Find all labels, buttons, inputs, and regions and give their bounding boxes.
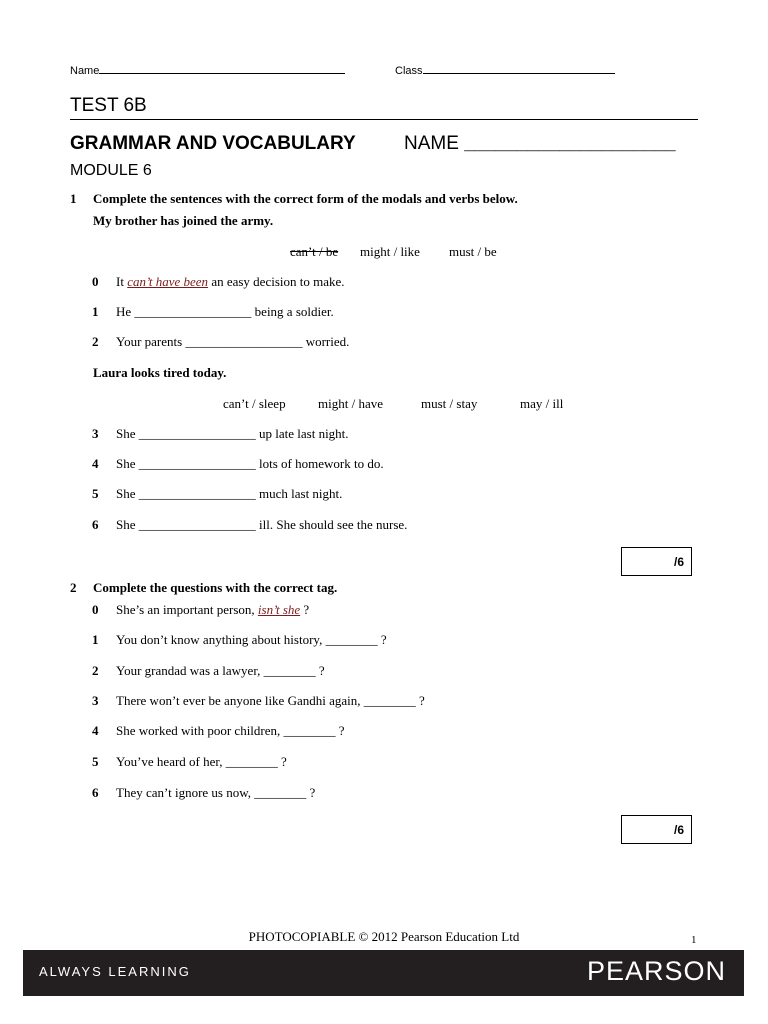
answer-blank[interactable]: __________________ (134, 304, 252, 319)
item-number: 0 (92, 602, 99, 617)
example-sentence (116, 274, 345, 290)
sentence-start: They can’t ignore us now, (116, 785, 255, 800)
sentence-end: ? (306, 785, 316, 800)
question-sentence (116, 304, 334, 320)
question-sentence (116, 426, 349, 442)
answer-blank[interactable]: __________________ (185, 334, 303, 349)
answer-blank[interactable]: __________________ (138, 456, 256, 471)
example-sentence (116, 602, 309, 618)
question-sentence (116, 663, 325, 679)
sentence-start: You don’t know anything about history, (116, 632, 326, 647)
question-sentence (116, 486, 342, 502)
question-sentence (116, 693, 425, 709)
title-rule (70, 119, 698, 120)
answer-blank[interactable]: ________ (225, 754, 278, 769)
section-name-row (404, 133, 676, 155)
word-option: can’t / sleep (223, 396, 286, 411)
exercise2-instruction: Complete the questions with the correct tag. (93, 580, 338, 595)
item-number: 5 (92, 486, 99, 501)
exercise1-context-1: My brother has joined the army. (93, 213, 274, 228)
module-title: MODULE 6 (70, 162, 152, 179)
sentence-end: lots of homework to do. (255, 456, 384, 471)
word-option: can’t / be (290, 244, 339, 259)
sentence-end: ? (415, 693, 425, 708)
sentence-end: up late last night. (255, 426, 349, 441)
answer-blank[interactable]: ________ (254, 785, 307, 800)
question-sentence (116, 517, 407, 533)
sentence-end: ? (377, 632, 387, 647)
copyright-notice: PHOTOCOPIABLE © 2012 Pearson Education Ltd (248, 929, 520, 944)
answer-blank[interactable]: ________ (283, 723, 336, 738)
sentence-start: He (116, 304, 135, 319)
question-sentence (116, 456, 384, 472)
item-number: 5 (92, 754, 99, 769)
score-box[interactable]: /6 (621, 815, 692, 844)
exercise1-number: 1 (70, 191, 77, 206)
class-label: Class (395, 65, 423, 77)
exercise2-number: 2 (70, 580, 77, 595)
class-line[interactable] (423, 62, 615, 74)
item-number: 1 (92, 632, 99, 647)
score-box[interactable]: /6 (621, 547, 692, 576)
question-sentence (116, 785, 315, 801)
sentence-end: ill. She should see the nurse. (255, 517, 408, 532)
section-heading: GRAMMAR AND VOCABULARY (70, 133, 356, 154)
name-line[interactable] (99, 62, 345, 74)
sentence-start: She’s an important person, (116, 602, 258, 617)
sentence-start: You’ve heard of her, (116, 754, 226, 769)
sentence-start: She (116, 426, 139, 441)
section-name-blank[interactable]: ____________________ (464, 133, 676, 154)
exercise1-context-2: Laura looks tired today. (93, 365, 227, 380)
word-option: must / be (449, 244, 497, 259)
answer-blank[interactable]: ________ (363, 693, 416, 708)
word-option: might / like (360, 244, 420, 259)
item-number: 3 (92, 426, 99, 441)
sentence-start: She worked with poor children, (116, 723, 284, 738)
sentence-end: ? (315, 663, 325, 678)
sentence-end: worried. (302, 334, 350, 349)
sentence-start: She (116, 456, 139, 471)
item-number: 4 (92, 456, 99, 471)
name-field-row (70, 62, 345, 77)
answer-blank[interactable]: __________________ (138, 426, 256, 441)
answer-blank[interactable]: ________ (263, 663, 316, 678)
word-option: might / have (318, 396, 383, 411)
name-label: Name (70, 65, 100, 77)
question-sentence (116, 723, 345, 739)
sentence-end: ? (335, 723, 345, 738)
sentence-start: She (116, 517, 139, 532)
exercise1-instruction: Complete the sentences with the correct form of the modals and verbs below. (93, 191, 518, 206)
sentence-start: It (116, 274, 128, 289)
question-sentence (116, 334, 349, 350)
item-number: 0 (92, 274, 99, 289)
item-number: 3 (92, 693, 99, 708)
sentence-start: She (116, 486, 139, 501)
answer-blank[interactable]: ________ (325, 632, 378, 647)
word-option: must / stay (421, 396, 478, 411)
brand-logo: PEARSON (586, 956, 726, 986)
sentence-start: Your parents (116, 334, 186, 349)
class-field-row (395, 62, 615, 77)
sentence-start: Your grandad was a lawyer, (116, 663, 264, 678)
sentence-end: an easy decision to make. (208, 274, 345, 289)
question-sentence (116, 754, 287, 770)
item-number: 6 (92, 785, 99, 800)
sentence-end: ? (277, 754, 287, 769)
item-number: 1 (92, 304, 99, 319)
footer-bar (23, 950, 744, 996)
test-title: TEST 6B (70, 95, 147, 116)
item-number: 4 (92, 723, 99, 738)
example-answer: can’t have been (127, 274, 209, 289)
answer-blank[interactable]: __________________ (138, 517, 256, 532)
item-number: 6 (92, 517, 99, 532)
sentence-end: much last night. (255, 486, 343, 501)
word-option: may / ill (520, 396, 564, 411)
sentence-end: being a soldier. (251, 304, 334, 319)
footer-tagline: ALWAYS LEARNING (39, 964, 191, 979)
question-sentence (116, 632, 387, 648)
answer-blank[interactable]: __________________ (138, 486, 256, 501)
item-number: 2 (92, 334, 99, 349)
item-number: 2 (92, 663, 99, 678)
page-number: 1 (691, 934, 697, 946)
sentence-end: ? (300, 602, 310, 617)
example-answer: isn’t she (257, 602, 301, 617)
section-name-label: NAME (404, 133, 459, 154)
sentence-start: There won’t ever be anyone like Gandhi again, (116, 693, 364, 708)
